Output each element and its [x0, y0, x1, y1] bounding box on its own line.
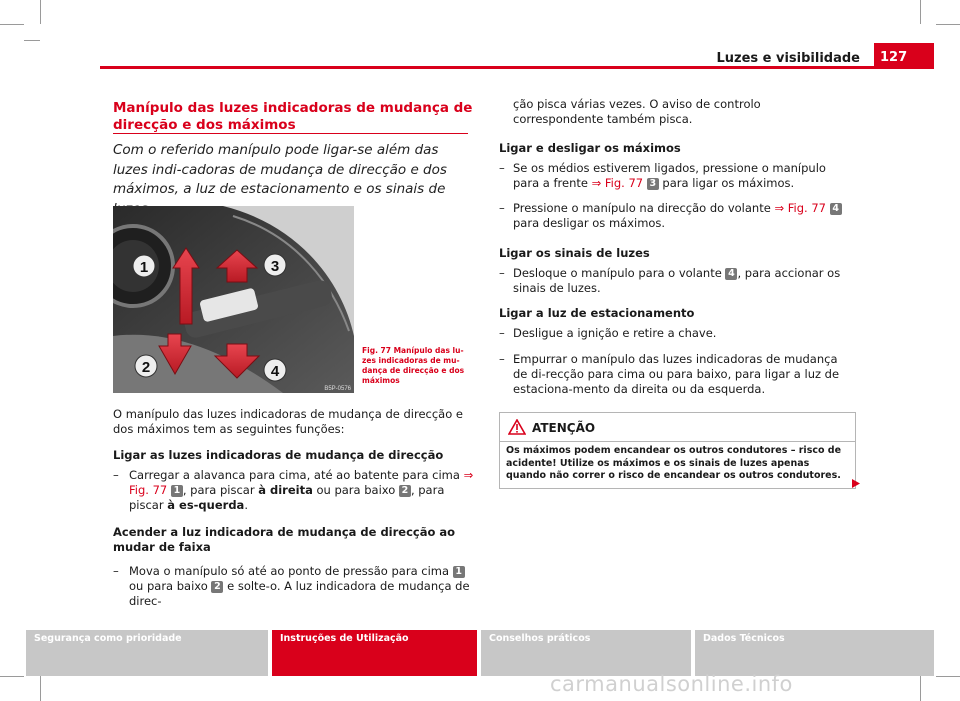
bullet-dash: –: [113, 564, 119, 578]
warning-triangle-icon: [508, 419, 526, 435]
bullet-emphasis: à direita: [258, 483, 313, 497]
bullet-emphasis: à es-querda: [167, 498, 245, 512]
bullet-text: .: [244, 498, 248, 512]
header-rule: [100, 66, 934, 69]
footer-tab-label: Conselhos práticos: [489, 633, 591, 644]
svg-text:3: 3: [270, 258, 280, 275]
bullet-text: Se os médios estiverem ligados, pressione o manípulo para a frente: [513, 161, 826, 190]
footer-tab-technical-data[interactable]: [695, 630, 934, 676]
callout-2: [135, 355, 157, 377]
svg-text:4: 4: [270, 363, 280, 380]
section-title: Manípulo das luzes indicadoras de mudança de direcção e dos máximos: [113, 100, 473, 133]
footer-tab-practical-tips[interactable]: [481, 630, 691, 676]
callout-number: 2: [399, 485, 411, 497]
running-header-title: Luzes e visibilidade: [716, 51, 860, 66]
callout-number: 1: [453, 566, 465, 578]
callout-number: 4: [830, 203, 842, 215]
bullet-text: Carregar a alavanca para cima, até ao batente para cima: [129, 468, 464, 482]
figure-turn-signal-stalk: [113, 206, 354, 393]
bullet-text: , para accionar os sinais de luzes.: [513, 266, 841, 295]
callout-number: 4: [725, 268, 737, 280]
callout-number: 1: [171, 485, 183, 497]
bullet-dash: –: [499, 352, 505, 366]
crop-mark: [936, 676, 960, 677]
bullet-text: ou para baixo: [129, 579, 212, 593]
bullet-dash: –: [499, 201, 505, 215]
callout-number: 2: [211, 581, 223, 593]
warning-header: [500, 413, 855, 442]
figure-code: B5P-0576: [324, 386, 351, 392]
crop-mark: [0, 676, 24, 677]
footer-tab-instructions[interactable]: [272, 630, 477, 676]
bullet-ignition-off: Desligue a ignição e retire a chave.: [513, 326, 717, 340]
figure-link[interactable]: ⇒ Fig. 77: [591, 176, 644, 190]
heading-parking-light: Ligar a luz de estacionamento: [499, 306, 695, 320]
bullet-dash: –: [499, 326, 505, 340]
callout-3: [264, 254, 286, 276]
warning-text: Os máximos podem encandear os outros condutores – risco de acidente! Utilize os máximos e os sinais de luzes apenas quando não correr o risco de encandear os outros condutores.: [506, 445, 842, 481]
footer-tab-label: Instruções de Utilização: [280, 633, 409, 644]
crop-mark: [24, 40, 40, 41]
paragraph-functions: O manípulo das luzes indicadoras de mudança de direcção e dos máximos tem as seguintes funções:: [113, 407, 463, 436]
svg-text:1: 1: [139, 259, 149, 276]
bullet-text: , para piscar: [182, 483, 259, 497]
bullet-text: Pressione o manípulo na direcção do volante: [513, 201, 775, 215]
bullet-high-beam-on: [513, 161, 854, 191]
heading-turn-signals: Ligar as luzes indicadoras de mudança de direcção: [113, 448, 444, 462]
warning-box: [499, 412, 856, 489]
crop-mark: [920, 676, 921, 701]
bullet-dash: –: [499, 266, 505, 280]
svg-text:2: 2: [141, 359, 151, 376]
callout-number: 3: [647, 178, 659, 190]
warning-title: ATENÇÃO: [532, 421, 596, 435]
bullet-lane-change: [129, 564, 475, 609]
footer-tab-safety[interactable]: [26, 630, 268, 676]
continue-arrow-icon: [852, 479, 860, 488]
bullet-text: Desloque o manípulo para o volante: [513, 266, 726, 280]
heading-flash: Ligar os sinais de luzes: [499, 246, 650, 260]
crop-mark: [920, 0, 921, 24]
figure-link[interactable]: ⇒ Fig. 77: [129, 468, 474, 497]
footer-tab-label: Dados Técnicos: [703, 633, 785, 644]
crop-mark: [0, 24, 24, 25]
bullet-flash: [513, 266, 854, 296]
crop-mark: [40, 676, 41, 701]
figure-link[interactable]: ⇒ Fig. 77: [774, 201, 826, 215]
bullet-high-beam-off: [513, 201, 854, 231]
bullet-text: para ligar os máximos.: [658, 176, 795, 190]
figure-illustration: [113, 206, 354, 393]
paragraph-continuation: ção pisca várias vezes. O aviso de controlo correspondente também pisca.: [513, 97, 761, 126]
bullet-text: e solte-o. A luz indicadora de mudança de direc-: [129, 579, 470, 608]
bullet-text: Mova o manípulo só até ao ponto de pressão para cima: [129, 564, 453, 578]
section-intro: Com o referido manípulo pode ligar-se além das luzes indi-cadoras de mudança de direcção e dos máximos, a luz de estacionamento e os sinais de: [113, 142, 447, 197]
section-rule: [113, 133, 468, 134]
bullet-text: para desligar os máximos.: [513, 216, 666, 230]
bullet-dash: –: [113, 468, 119, 482]
crop-mark: [40, 0, 41, 24]
bullet-dash: –: [499, 161, 505, 175]
bullet-text: , para piscar: [129, 483, 445, 512]
heading-high-beam: Ligar e desligar os máximos: [499, 141, 681, 155]
figure-caption: Fig. 77 Manípulo das lu-zes indicadoras de mu-dança de direcção e dos máximos: [362, 346, 465, 385]
callout-1: [133, 255, 155, 277]
crop-mark: [936, 24, 960, 25]
bullet-text: ou para baixo: [312, 483, 399, 497]
bullet-turn-signal-up-down: [129, 468, 475, 513]
watermark: carmanualsonline.info: [550, 672, 793, 696]
footer-tab-label: Segurança como prioridade: [34, 633, 182, 644]
page-number: 127: [880, 50, 908, 65]
bullet-parking-light: Empurrar o manípulo das luzes indicadoras de mudança de di-recção para cima ou para baixo, para ligar a luz de estaciona-mento da direita ou da esquerda.: [513, 352, 840, 396]
heading-lane-change: Acender a luz indicadora de mudança de direcção ao mudar de faixa: [113, 525, 456, 554]
callout-4: [264, 359, 286, 381]
